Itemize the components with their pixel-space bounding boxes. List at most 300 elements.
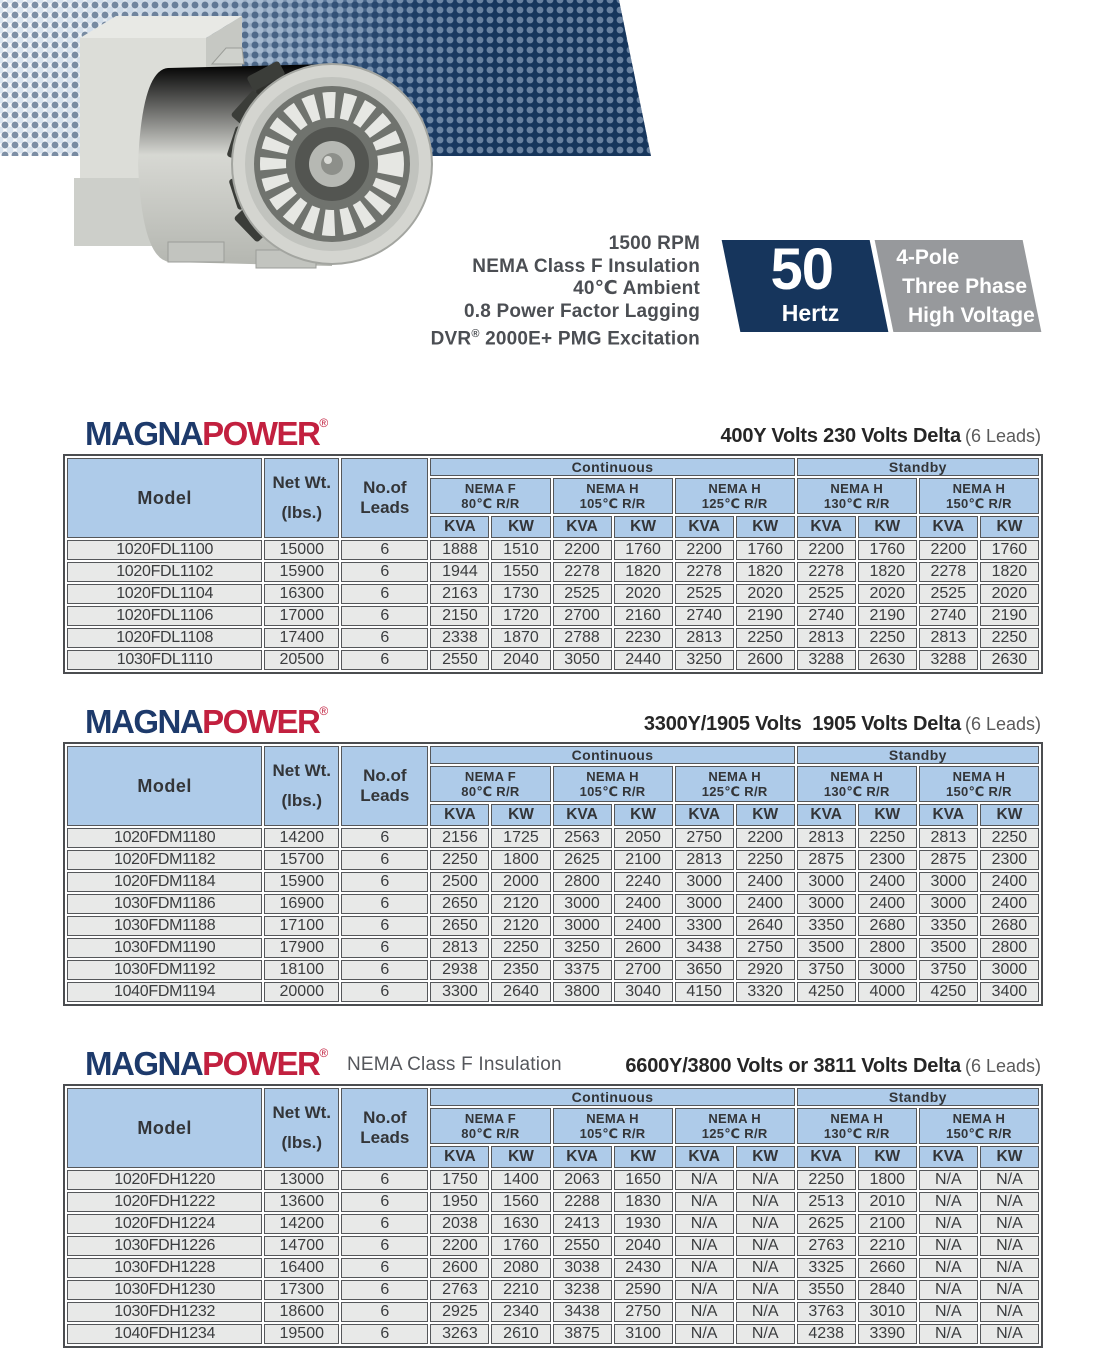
rating-value-cell: 1944 xyxy=(430,562,489,582)
kva-unit-header: KVA xyxy=(430,516,489,538)
rating-value-cell: 2120 xyxy=(491,894,550,914)
rating-value-cell: 3500 xyxy=(919,938,978,958)
rating-value-cell: 1950 xyxy=(430,1192,489,1212)
rating-value-cell: 2250 xyxy=(736,850,795,870)
table-row xyxy=(67,1192,1039,1212)
ratings-table-6600y xyxy=(63,1084,1043,1348)
generator-end-face xyxy=(232,64,432,264)
rating-value-cell: 2750 xyxy=(736,938,795,958)
rating-value-cell: N/A xyxy=(736,1236,795,1256)
model-cell: 1020FDH1224 xyxy=(67,1214,262,1234)
section-head xyxy=(63,696,1043,742)
rating-value-cell: 3000 xyxy=(980,960,1039,980)
rating-value-cell: 2813 xyxy=(430,938,489,958)
rating-value-cell: 3390 xyxy=(858,1324,917,1344)
net-weight-cell: 18600 xyxy=(264,1302,339,1322)
kw-unit-header: KW xyxy=(614,1146,673,1168)
rating-value-cell: 2800 xyxy=(553,872,612,892)
rating-value-cell: 2525 xyxy=(675,584,734,604)
phase-line: Three Phase xyxy=(902,275,1028,298)
rating-value-cell: N/A xyxy=(675,1236,734,1256)
spec-table-section-6600y xyxy=(63,1038,1043,1348)
leads-cell: 6 xyxy=(341,872,428,892)
model-cell: 1030FDH1226 xyxy=(67,1236,262,1256)
table-title: 3300Y/1905 Volts 1905 Volts Delta (6 Leads) xyxy=(643,713,1041,735)
rating-value-cell: 2000 xyxy=(491,872,550,892)
rating-value-cell: 3000 xyxy=(553,916,612,936)
rating-value-cell: 2400 xyxy=(980,894,1039,914)
leads-cell: 6 xyxy=(341,850,428,870)
kva-unit-header: KVA xyxy=(430,1146,489,1168)
model-column-header: Model xyxy=(67,746,262,826)
rating-value-cell: 1760 xyxy=(491,1236,550,1256)
rating-value-cell: N/A xyxy=(919,1170,978,1190)
nema-class-header: NEMA H 125℃ R/R xyxy=(675,766,795,802)
kva-unit-header: KVA xyxy=(797,516,856,538)
rating-value-cell: 2250 xyxy=(736,628,795,648)
net-weight-cell: 16300 xyxy=(264,584,339,604)
rating-value-cell: 2763 xyxy=(797,1236,856,1256)
rating-value-cell: 2200 xyxy=(430,1236,489,1256)
rating-value-cell: 2230 xyxy=(614,628,673,648)
magnapower-logo: MAGNAPOWER® xyxy=(85,415,329,452)
rating-value-cell: 2550 xyxy=(430,650,489,670)
kw-unit-header: KW xyxy=(858,804,917,826)
rating-value-cell: 3550 xyxy=(797,1280,856,1300)
model-column-header: Model xyxy=(67,458,262,538)
leads-cell: 6 xyxy=(341,562,428,582)
rating-value-cell: 2156 xyxy=(430,828,489,848)
rating-value-cell: 3350 xyxy=(797,916,856,936)
rating-value-cell: 2430 xyxy=(614,1258,673,1278)
rating-value-cell: 2100 xyxy=(614,850,673,870)
rating-value-cell: 2278 xyxy=(919,562,978,582)
rating-value-cell: N/A xyxy=(980,1192,1039,1212)
rating-value-cell: 2925 xyxy=(430,1302,489,1322)
rating-value-cell: 2680 xyxy=(980,916,1039,936)
table-row xyxy=(67,1214,1039,1234)
rating-value-cell: 4150 xyxy=(675,982,734,1002)
rating-value-cell: 2700 xyxy=(553,606,612,626)
continuous-group-header: Continuous xyxy=(430,1088,794,1106)
rating-value-cell: 1550 xyxy=(491,562,550,582)
rating-value-cell: 2040 xyxy=(614,1236,673,1256)
rating-value-cell: 2525 xyxy=(797,584,856,604)
rating-value-cell: 2210 xyxy=(858,1236,917,1256)
spec-list xyxy=(431,233,700,351)
rating-value-cell: 3000 xyxy=(675,872,734,892)
model-cell: 1020FDM1180 xyxy=(67,828,262,848)
rating-value-cell: 3038 xyxy=(553,1258,612,1278)
leads-cell: 6 xyxy=(341,916,428,936)
nema-class-header: NEMA F 80℃ R/R xyxy=(430,1108,550,1144)
rating-value-cell: N/A xyxy=(980,1324,1039,1344)
net-weight-cell: 14200 xyxy=(264,1214,339,1234)
net-weight-column-header: Net Wt. (lbs.) xyxy=(264,746,339,826)
rating-value-cell: 3763 xyxy=(797,1302,856,1322)
rating-value-cell: 1800 xyxy=(491,850,550,870)
rating-value-cell: N/A xyxy=(919,1302,978,1322)
standby-group-header: Standby xyxy=(797,458,1039,476)
hertz-badge xyxy=(722,237,889,332)
rating-value-cell: 2400 xyxy=(614,916,673,936)
rating-value-cell: 4000 xyxy=(858,982,917,1002)
registered-mark: ® xyxy=(319,704,329,718)
spec-table-section-3300y xyxy=(63,696,1043,1006)
leads-cell: 6 xyxy=(341,894,428,914)
rating-value-cell: 2100 xyxy=(858,1214,917,1234)
leads-cell: 6 xyxy=(341,1302,428,1322)
rating-value-cell: N/A xyxy=(675,1324,734,1344)
rating-value-cell: 2063 xyxy=(553,1170,612,1190)
rating-value-cell: 3050 xyxy=(553,650,612,670)
leads-cell: 6 xyxy=(341,1214,428,1234)
table-row xyxy=(67,916,1039,936)
nema-class-header: NEMA H 105℃ R/R xyxy=(553,478,673,514)
ratings-table-3300y xyxy=(63,742,1043,1006)
rating-value-cell: 2600 xyxy=(614,938,673,958)
kva-unit-header: KVA xyxy=(797,804,856,826)
rating-value-cell: 2840 xyxy=(858,1280,917,1300)
rating-value-cell: N/A xyxy=(736,1214,795,1234)
model-cell: 1030FDM1188 xyxy=(67,916,262,936)
spec-line: 0.8 Power Factor Lagging xyxy=(463,300,700,322)
model-cell: 1040FDM1194 xyxy=(67,982,262,1002)
table-title: 400Y Volts 230 Volts Delta (6 Leads) xyxy=(720,425,1041,447)
rating-value-cell: N/A xyxy=(736,1258,795,1278)
nema-class-header: NEMA H 150℃ R/R xyxy=(919,766,1039,802)
rating-value-cell: 2513 xyxy=(797,1192,856,1212)
rating-value-cell: 3100 xyxy=(614,1324,673,1344)
rating-value-cell: 2160 xyxy=(614,606,673,626)
spec-line-dvr: DVR® 2000E+ PMG Excitation xyxy=(430,328,700,350)
nema-class-header: NEMA H 125℃ R/R xyxy=(675,478,795,514)
rating-value-cell: N/A xyxy=(980,1170,1039,1190)
rating-value-cell: 2763 xyxy=(430,1280,489,1300)
rating-value-cell: N/A xyxy=(736,1280,795,1300)
net-weight-cell: 20500 xyxy=(264,650,339,670)
nema-class-header: NEMA H 125℃ R/R xyxy=(675,1108,795,1144)
nema-class-header: NEMA F 80℃ R/R xyxy=(430,478,550,514)
rating-value-cell: 2813 xyxy=(797,628,856,648)
rating-value-cell: 2590 xyxy=(614,1280,673,1300)
model-cell: 1030FDM1190 xyxy=(67,938,262,958)
rating-value-cell: 2563 xyxy=(553,828,612,848)
net-weight-cell: 13600 xyxy=(264,1192,339,1212)
leads-column-header: No.of Leads xyxy=(341,1088,428,1168)
rating-value-cell: 2400 xyxy=(858,872,917,892)
rating-value-cell: N/A xyxy=(919,1192,978,1212)
kw-unit-header: KW xyxy=(614,804,673,826)
spec-line: NEMA Class F Insulation xyxy=(472,255,700,277)
net-weight-cell: 14700 xyxy=(264,1236,339,1256)
rating-value-cell: 2440 xyxy=(614,650,673,670)
rating-value-cell: 2630 xyxy=(980,650,1039,670)
kw-unit-header: KW xyxy=(980,1146,1039,1168)
rating-value-cell: 2340 xyxy=(491,1302,550,1322)
rating-value-cell: 2740 xyxy=(797,606,856,626)
kw-unit-header: KW xyxy=(980,516,1039,538)
kva-unit-header: KVA xyxy=(553,516,612,538)
insulation-note: NEMA Class F Insulation xyxy=(347,1054,562,1075)
net-weight-column-header: Net Wt. (lbs.) xyxy=(264,458,339,538)
rating-value-cell: 1870 xyxy=(491,628,550,648)
rating-value-cell: 3000 xyxy=(797,894,856,914)
rating-value-cell: 4238 xyxy=(797,1324,856,1344)
net-weight-cell: 15900 xyxy=(264,872,339,892)
leads-cell: 6 xyxy=(341,1324,428,1344)
net-weight-cell: 17900 xyxy=(264,938,339,958)
nema-class-header: NEMA H 130℃ R/R xyxy=(797,478,917,514)
rating-value-cell: 2200 xyxy=(553,540,612,560)
table-row xyxy=(67,1302,1039,1322)
rating-value-cell: 2150 xyxy=(430,606,489,626)
hertz-unit: Hertz xyxy=(781,300,840,326)
rating-value-cell: 2250 xyxy=(980,828,1039,848)
rating-value-cell: 2413 xyxy=(553,1214,612,1234)
table-row xyxy=(67,982,1039,1002)
magnapower-logo: MAGNAPOWER® xyxy=(85,1045,329,1082)
rating-value-cell: 2813 xyxy=(919,828,978,848)
rating-value-cell: 3875 xyxy=(553,1324,612,1344)
rating-value-cell: 1888 xyxy=(430,540,489,560)
rating-value-cell: N/A xyxy=(675,1192,734,1212)
rating-value-cell: 2600 xyxy=(736,650,795,670)
table-row xyxy=(67,628,1039,648)
leads-cell: 6 xyxy=(341,606,428,626)
rating-value-cell: N/A xyxy=(980,1258,1039,1278)
model-cell: 1030FDM1186 xyxy=(67,894,262,914)
rating-value-cell: 2120 xyxy=(491,916,550,936)
nema-class-header: NEMA H 150℃ R/R xyxy=(919,478,1039,514)
hertz-value: 50 xyxy=(770,237,833,302)
spec-line: 1500 RPM xyxy=(608,233,700,254)
rating-value-cell: 2250 xyxy=(491,938,550,958)
model-cell: 1030FDH1228 xyxy=(67,1258,262,1278)
rating-value-cell: 1760 xyxy=(980,540,1039,560)
rating-value-cell: 1510 xyxy=(491,540,550,560)
rating-value-cell: N/A xyxy=(675,1302,734,1322)
net-weight-cell: 16900 xyxy=(264,894,339,914)
rating-value-cell: N/A xyxy=(675,1258,734,1278)
rating-value-cell: 3375 xyxy=(553,960,612,980)
pole-line: 4-Pole xyxy=(896,246,960,269)
ratings-table-400y xyxy=(63,454,1043,674)
rating-value-cell: 3000 xyxy=(858,960,917,980)
rating-value-cell: 1760 xyxy=(736,540,795,560)
rating-value-cell: 1760 xyxy=(614,540,673,560)
rating-value-cell: 2288 xyxy=(553,1192,612,1212)
voltage-line: High Voltage xyxy=(908,304,1035,327)
rating-value-cell: 2660 xyxy=(858,1258,917,1278)
standby-group-header: Standby xyxy=(797,1088,1039,1106)
table-row xyxy=(67,894,1039,914)
rating-value-cell: 2080 xyxy=(491,1258,550,1278)
table-row xyxy=(67,1280,1039,1300)
net-weight-cell: 17100 xyxy=(264,916,339,936)
rating-value-cell: 2240 xyxy=(614,872,673,892)
rating-value-cell: 2680 xyxy=(858,916,917,936)
rating-value-cell: 2210 xyxy=(491,1280,550,1300)
rating-value-cell: 3438 xyxy=(675,938,734,958)
rating-value-cell: 3320 xyxy=(736,982,795,1002)
rating-value-cell: 1650 xyxy=(614,1170,673,1190)
model-cell: 1020FDL1106 xyxy=(67,606,262,626)
rating-value-cell: 2640 xyxy=(491,982,550,1002)
model-cell: 1030FDL1110 xyxy=(67,650,262,670)
net-weight-cell: 17400 xyxy=(264,628,339,648)
kva-unit-header: KVA xyxy=(675,804,734,826)
rating-value-cell: 3325 xyxy=(797,1258,856,1278)
rating-value-cell: N/A xyxy=(675,1280,734,1300)
rating-value-cell: 3300 xyxy=(675,916,734,936)
pole-phase-badge xyxy=(875,240,1042,332)
rating-value-cell: 2788 xyxy=(553,628,612,648)
rating-value-cell: 2740 xyxy=(919,606,978,626)
kw-unit-header: KW xyxy=(736,1146,795,1168)
rating-value-cell: 1725 xyxy=(491,828,550,848)
rating-value-cell: 2050 xyxy=(614,828,673,848)
rating-value-cell: 2200 xyxy=(736,828,795,848)
rating-value-cell: 2800 xyxy=(980,938,1039,958)
table-row xyxy=(67,540,1039,560)
rating-value-cell: N/A xyxy=(919,1258,978,1278)
rating-value-cell: 2813 xyxy=(675,628,734,648)
rating-value-cell: 2250 xyxy=(797,1170,856,1190)
rating-value-cell: 2650 xyxy=(430,916,489,936)
rating-value-cell: 2740 xyxy=(675,606,734,626)
rating-value-cell: 4250 xyxy=(919,982,978,1002)
leads-cell: 6 xyxy=(341,540,428,560)
net-weight-column-header: Net Wt. (lbs.) xyxy=(264,1088,339,1168)
rating-value-cell: 2163 xyxy=(430,584,489,604)
rating-value-cell: N/A xyxy=(736,1324,795,1344)
rating-value-cell: 2350 xyxy=(491,960,550,980)
table-row xyxy=(67,606,1039,626)
rating-value-cell: N/A xyxy=(980,1280,1039,1300)
rating-value-cell: 1750 xyxy=(430,1170,489,1190)
leads-cell: 6 xyxy=(341,1236,428,1256)
rating-value-cell: 2300 xyxy=(858,850,917,870)
net-weight-cell: 19500 xyxy=(264,1324,339,1344)
kva-unit-header: KVA xyxy=(675,1146,734,1168)
rating-value-cell: 2750 xyxy=(675,828,734,848)
kw-unit-header: KW xyxy=(614,516,673,538)
rating-value-cell: 2610 xyxy=(491,1324,550,1344)
net-weight-cell: 15900 xyxy=(264,562,339,582)
rating-value-cell: N/A xyxy=(919,1214,978,1234)
rating-value-cell: 2400 xyxy=(736,894,795,914)
rating-value-cell: 2300 xyxy=(980,850,1039,870)
rating-value-cell: 2250 xyxy=(430,850,489,870)
rating-value-cell: 2020 xyxy=(614,584,673,604)
net-weight-cell: 15700 xyxy=(264,850,339,870)
rating-value-cell: 3250 xyxy=(553,938,612,958)
model-cell: 1030FDM1192 xyxy=(67,960,262,980)
rating-value-cell: 2630 xyxy=(858,650,917,670)
rating-value-cell: N/A xyxy=(736,1170,795,1190)
rating-value-cell: N/A xyxy=(980,1302,1039,1322)
kva-unit-header: KVA xyxy=(675,516,734,538)
kva-unit-header: KVA xyxy=(553,1146,612,1168)
rating-value-cell: 2400 xyxy=(980,872,1039,892)
kw-unit-header: KW xyxy=(858,1146,917,1168)
table-row xyxy=(67,828,1039,848)
table-row xyxy=(67,584,1039,604)
leads-cell: 6 xyxy=(341,938,428,958)
kva-unit-header: KVA xyxy=(430,804,489,826)
kw-unit-header: KW xyxy=(491,804,550,826)
table-row xyxy=(67,850,1039,870)
leads-cell: 6 xyxy=(341,1280,428,1300)
model-cell: 1020FDL1108 xyxy=(67,628,262,648)
table-row xyxy=(67,872,1039,892)
kva-unit-header: KVA xyxy=(797,1146,856,1168)
table-row xyxy=(67,1236,1039,1256)
rating-value-cell: 1820 xyxy=(614,562,673,582)
net-weight-cell: 15000 xyxy=(264,540,339,560)
model-cell: 1030FDH1232 xyxy=(67,1302,262,1322)
table-row xyxy=(67,960,1039,980)
nema-class-header: NEMA H 150℃ R/R xyxy=(919,1108,1039,1144)
net-weight-cell: 17000 xyxy=(264,606,339,626)
rating-value-cell: 3263 xyxy=(430,1324,489,1344)
rating-value-cell: 3238 xyxy=(553,1280,612,1300)
nema-class-header: NEMA H 105℃ R/R xyxy=(553,1108,673,1144)
rating-value-cell: 2600 xyxy=(430,1258,489,1278)
rating-value-cell: 2190 xyxy=(736,606,795,626)
leads-column-header: No.of Leads xyxy=(341,458,428,538)
model-cell: 1020FDM1184 xyxy=(67,872,262,892)
nema-class-header: NEMA H 130℃ R/R xyxy=(797,766,917,802)
rating-value-cell: 2500 xyxy=(430,872,489,892)
table-row xyxy=(67,562,1039,582)
kw-unit-header: KW xyxy=(736,804,795,826)
leads-column-header: No.of Leads xyxy=(341,746,428,826)
kva-unit-header: KVA xyxy=(553,804,612,826)
table-row xyxy=(67,1258,1039,1278)
continuous-group-header: Continuous xyxy=(430,746,794,764)
rating-value-cell: 3500 xyxy=(797,938,856,958)
leads-cell: 6 xyxy=(341,1170,428,1190)
nema-class-header: NEMA H 105℃ R/R xyxy=(553,766,673,802)
rating-value-cell: 2190 xyxy=(980,606,1039,626)
rating-value-cell: 3438 xyxy=(553,1302,612,1322)
rating-value-cell: 2800 xyxy=(858,938,917,958)
rating-value-cell: 3250 xyxy=(675,650,734,670)
rating-value-cell: 3000 xyxy=(553,894,612,914)
rating-value-cell: 1930 xyxy=(614,1214,673,1234)
model-column-header: Model xyxy=(67,1088,262,1168)
rating-value-cell: 1820 xyxy=(858,562,917,582)
registered-mark: ® xyxy=(319,1046,329,1060)
rating-value-cell: 2190 xyxy=(858,606,917,626)
rating-value-cell: N/A xyxy=(980,1236,1039,1256)
rating-value-cell: 3350 xyxy=(919,916,978,936)
section-head xyxy=(63,1038,1043,1084)
rating-value-cell: 2525 xyxy=(919,584,978,604)
leads-cell: 6 xyxy=(341,1258,428,1278)
rating-value-cell: 2250 xyxy=(858,828,917,848)
rating-value-cell: 2400 xyxy=(858,894,917,914)
rating-value-cell: 2278 xyxy=(797,562,856,582)
rating-value-cell: 3800 xyxy=(553,982,612,1002)
leads-cell: 6 xyxy=(341,584,428,604)
rating-value-cell: 2938 xyxy=(430,960,489,980)
spec-line: 40℃ Ambient xyxy=(573,278,700,300)
leads-cell: 6 xyxy=(341,650,428,670)
rating-value-cell: 2278 xyxy=(553,562,612,582)
